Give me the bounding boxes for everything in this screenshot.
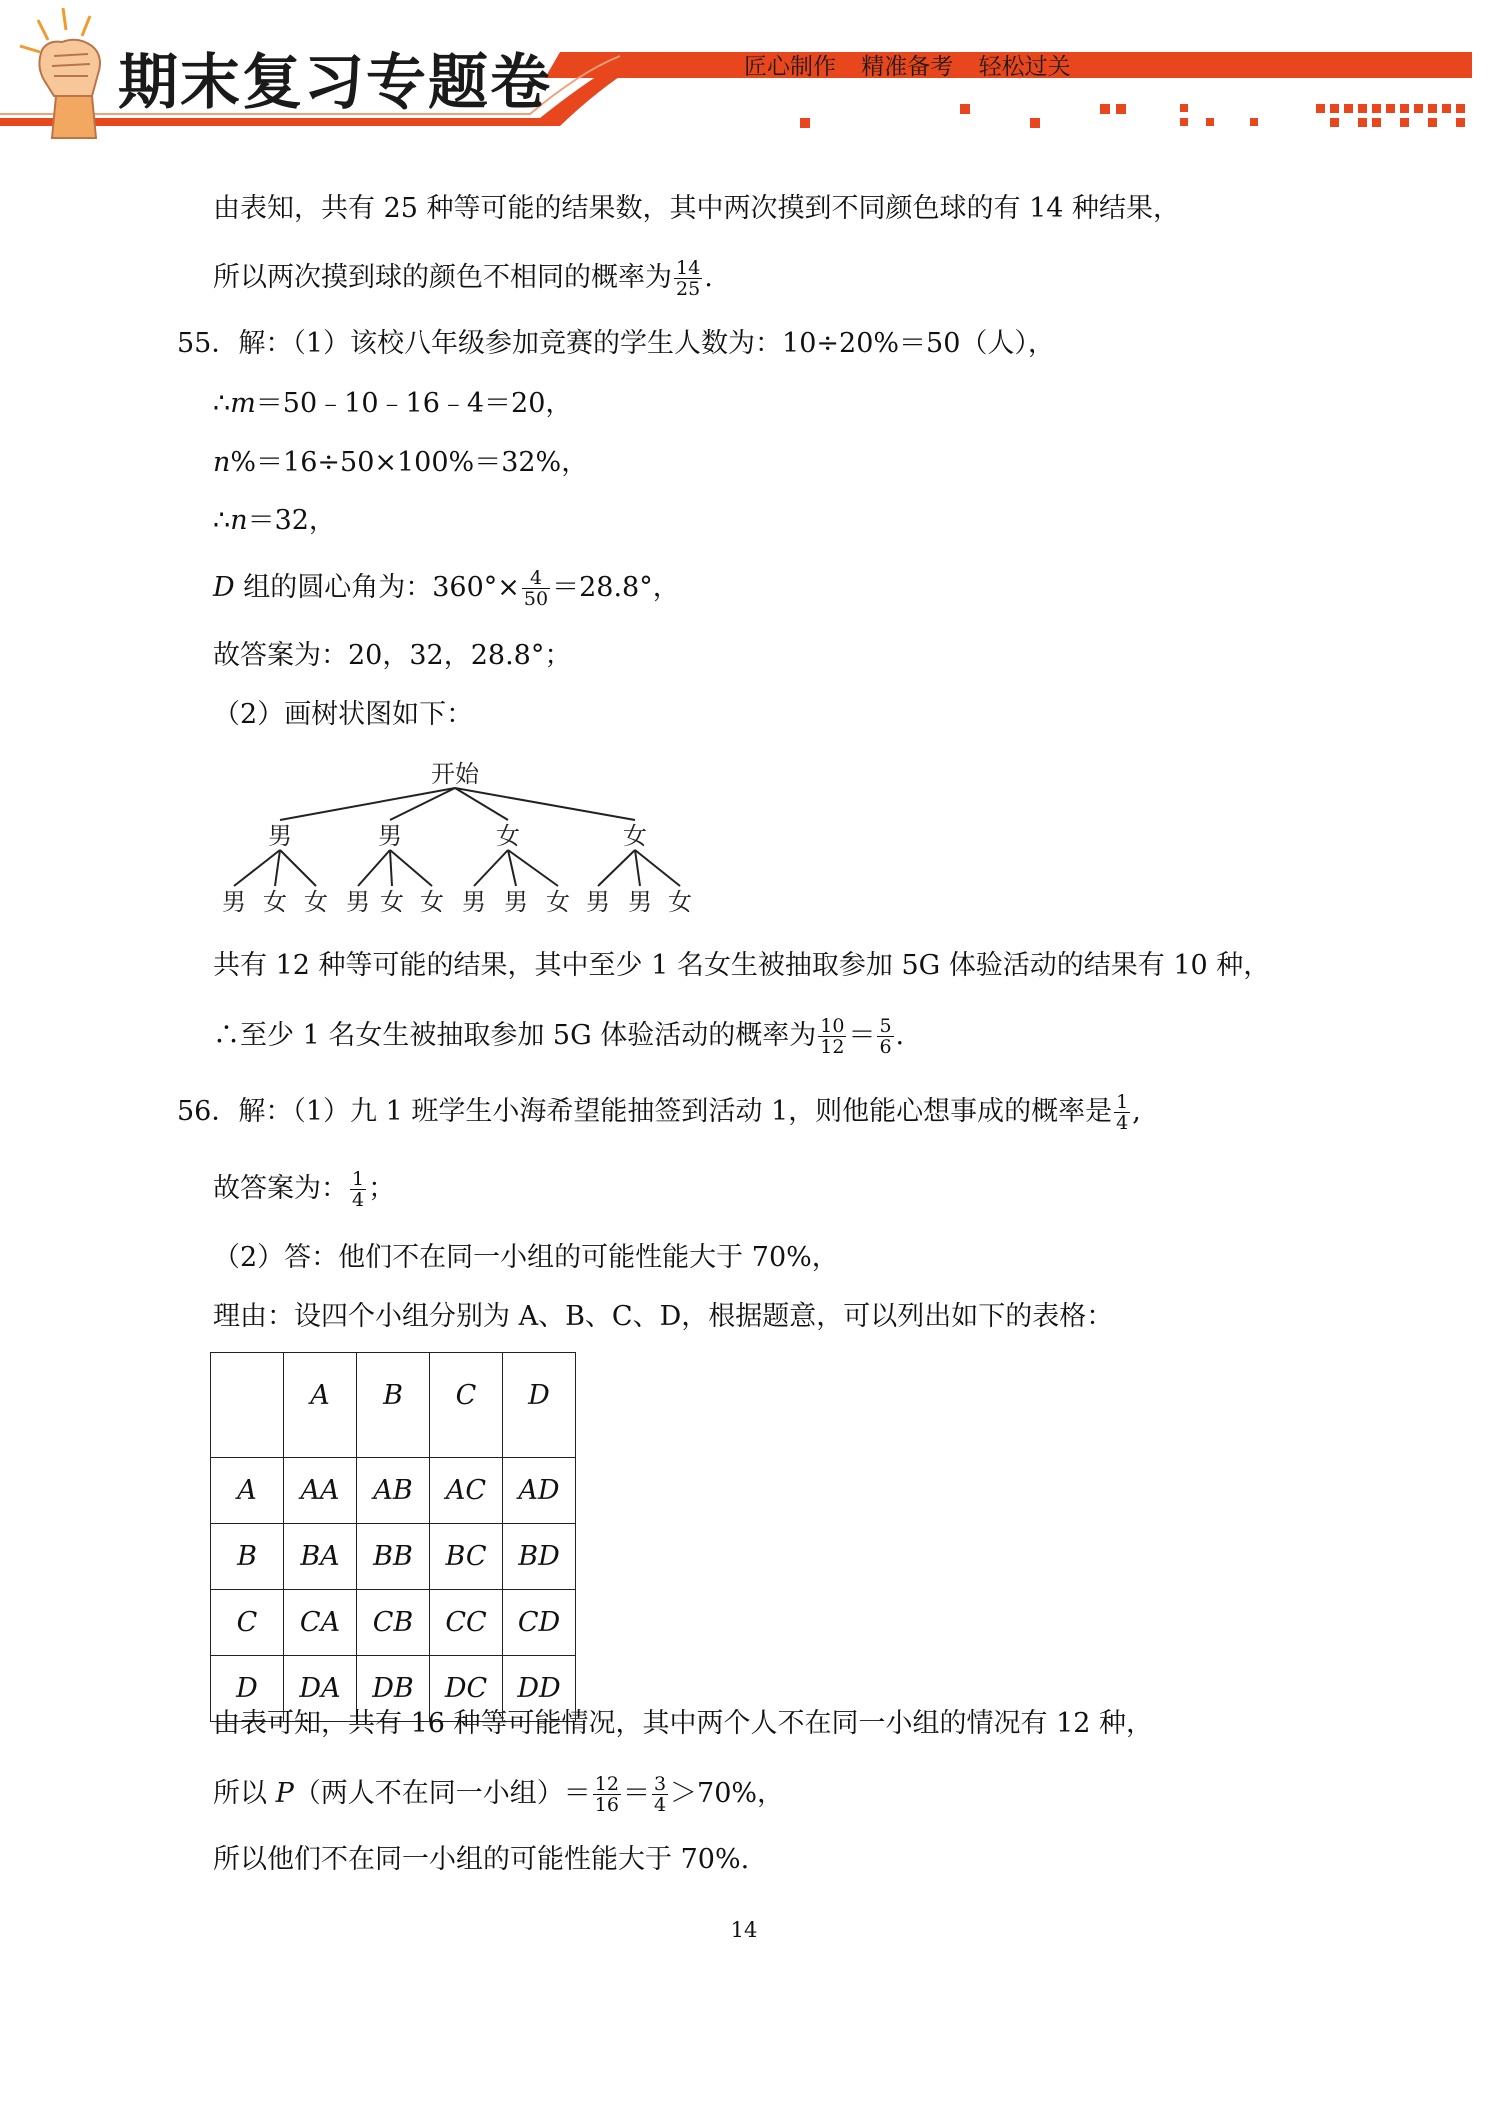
tree-node: 男 bbox=[378, 822, 402, 850]
text-span: 故答案为： bbox=[213, 1173, 348, 1204]
table-cell: DD bbox=[503, 1656, 576, 1722]
table-header-row bbox=[211, 1353, 576, 1458]
table-row bbox=[211, 1458, 576, 1524]
question-56 bbox=[177, 1092, 1141, 1133]
table-row bbox=[211, 1590, 576, 1656]
question-55: 55．解：（1）该校八年级参加竞赛的学生人数为：10÷20%＝50（人）， bbox=[177, 328, 1055, 359]
text-span: , bbox=[1132, 1096, 1141, 1127]
text-span: . bbox=[895, 1020, 905, 1051]
denominator: 12 bbox=[820, 1036, 845, 1058]
table-cell: BB bbox=[357, 1524, 430, 1590]
text-line bbox=[213, 445, 588, 481]
table-cell: DC bbox=[430, 1656, 503, 1722]
text-span: 所以两次摸到球的颜色不相同的概率为 bbox=[213, 262, 672, 293]
table-cell: CD bbox=[503, 1590, 576, 1656]
tree-root: 开始 bbox=[431, 760, 479, 788]
denominator: 16 bbox=[594, 1794, 619, 1816]
text-span: ＝50﹣10﹣16﹣4＝20， bbox=[255, 388, 573, 419]
fraction bbox=[674, 258, 702, 299]
table-cell: AA bbox=[284, 1458, 357, 1524]
text-line: （2）答：他们不在同一小组的可能性能大于 70%， bbox=[213, 1242, 839, 1273]
text-span: ； bbox=[368, 1173, 396, 1204]
text-span: 所以 bbox=[213, 1778, 276, 1809]
text-span: ＝ bbox=[622, 1778, 650, 1809]
text-span: ＝ bbox=[848, 1020, 876, 1051]
table-cell: CB bbox=[357, 1590, 430, 1656]
therefore-symbol: ∴ bbox=[213, 505, 231, 536]
tree-leaf: 男 bbox=[346, 888, 370, 916]
variable: n bbox=[230, 505, 248, 536]
table-cell: C bbox=[430, 1353, 503, 1458]
tree-edges bbox=[234, 788, 680, 886]
table-cell: B bbox=[211, 1524, 284, 1590]
tree-leaf: 女 bbox=[668, 888, 692, 916]
table-cell: A bbox=[284, 1353, 357, 1458]
header-title: 期末复习专题卷 bbox=[118, 48, 552, 118]
fraction bbox=[1114, 1092, 1130, 1133]
denominator: 6 bbox=[879, 1036, 892, 1058]
table-cell: DA bbox=[284, 1656, 357, 1722]
table-cell: BD bbox=[503, 1524, 576, 1590]
text-line bbox=[213, 1169, 395, 1210]
text-line bbox=[213, 386, 572, 422]
fist-icon bbox=[8, 0, 118, 140]
denominator: 4 bbox=[1116, 1112, 1129, 1134]
text-line bbox=[213, 503, 336, 539]
text-span: ＝32， bbox=[247, 505, 336, 536]
text-line: 由表知，共有 25 种等可能的结果数，其中两次摸到不同颜色球的有 14 种结果， bbox=[213, 193, 1181, 224]
text-span: ＞70%， bbox=[670, 1778, 785, 1809]
numerator: 4 bbox=[522, 568, 550, 589]
fraction bbox=[350, 1169, 366, 1210]
table-cell: CA bbox=[284, 1590, 357, 1656]
text-line bbox=[213, 258, 713, 299]
text-span: %＝16÷50×100%＝32%， bbox=[230, 447, 589, 478]
text-line: 由表可知，共有 16 种等可能情况，其中两个人不在同一小组的情况有 12 种， bbox=[213, 1708, 1154, 1739]
table-cell: AB bbox=[357, 1458, 430, 1524]
numerator: 12 bbox=[594, 1773, 619, 1795]
table-cell: DB bbox=[357, 1656, 430, 1722]
tree-node: 女 bbox=[496, 822, 520, 850]
table-cell: AC bbox=[430, 1458, 503, 1524]
tree-leaf: 男 bbox=[222, 888, 246, 916]
table-cell bbox=[211, 1353, 284, 1458]
denominator: 50 bbox=[523, 588, 549, 610]
table-cell: AD bbox=[503, 1458, 576, 1524]
variable: n bbox=[213, 447, 231, 478]
tree-diagram bbox=[210, 754, 730, 924]
fraction bbox=[877, 1016, 893, 1057]
tree-node: 男 bbox=[268, 822, 292, 850]
header-banner bbox=[0, 0, 1488, 140]
numerator: 10 bbox=[820, 1015, 845, 1037]
variable: D bbox=[213, 572, 235, 603]
numerator: 3 bbox=[653, 1773, 667, 1795]
table-cell: B bbox=[357, 1353, 430, 1458]
fraction bbox=[652, 1774, 668, 1815]
variable: P bbox=[275, 1778, 294, 1809]
denominator: 4 bbox=[352, 1189, 365, 1211]
tree-node: 女 bbox=[623, 822, 647, 850]
table-row bbox=[211, 1524, 576, 1590]
text-line: 理由：设四个小组分别为 A、B、C、D，根据题意，可以列出如下的表格： bbox=[213, 1301, 1114, 1332]
table-cell: D bbox=[503, 1353, 576, 1458]
text-span: ＝28.8°， bbox=[552, 572, 680, 603]
numerator: 5 bbox=[879, 1015, 892, 1037]
header-slogan: 匠心制作 精准备考 轻松过关 bbox=[744, 54, 1071, 80]
text-line: 共有 12 种等可能的结果，其中至少 1 名女生被抽取参加 5G 体验活动的结果有 10 种， bbox=[213, 950, 1271, 981]
tree-leaf: 女 bbox=[380, 888, 404, 916]
text-line: 所以他们不在同一小组的可能性能大于 70%. bbox=[213, 1844, 750, 1875]
text-line bbox=[213, 568, 680, 609]
numerator: 1 bbox=[352, 1168, 365, 1190]
tree-leaf: 女 bbox=[263, 888, 287, 916]
tree-leaf: 女 bbox=[304, 888, 328, 916]
text-line bbox=[213, 1016, 904, 1057]
tree-leaf: 男 bbox=[504, 888, 528, 916]
text-line: 故答案为：20，32，28.8°； bbox=[213, 640, 572, 671]
outcome-table bbox=[210, 1352, 576, 1722]
table-cell: C bbox=[211, 1590, 284, 1656]
tree-leaf: 男 bbox=[628, 888, 652, 916]
tree-leaf: 女 bbox=[420, 888, 444, 916]
text-span: ∴至少 1 名女生被抽取参加 5G 体验活动的概率为 bbox=[213, 1020, 817, 1051]
table-cell: CC bbox=[430, 1590, 503, 1656]
table-cell: BC bbox=[430, 1524, 503, 1590]
tree-leaf: 男 bbox=[462, 888, 486, 916]
fraction bbox=[522, 568, 550, 609]
tree-leaf: 男 bbox=[586, 888, 610, 916]
denominator: 25 bbox=[676, 278, 701, 300]
numerator: 1 bbox=[1116, 1091, 1129, 1113]
text-span: 56．解：（1）九 1 班学生小海希望能抽签到活动 1，则他能心想事成的概率是 bbox=[177, 1096, 1113, 1127]
table-cell: BA bbox=[284, 1524, 357, 1590]
page-number: 14 bbox=[730, 1918, 758, 1942]
numerator: 14 bbox=[676, 257, 701, 279]
fraction bbox=[593, 1774, 621, 1815]
fraction bbox=[818, 1016, 846, 1057]
denominator: 4 bbox=[653, 1794, 667, 1816]
text-span: 组的圆心角为：360°× bbox=[234, 572, 520, 603]
text-line bbox=[213, 1774, 784, 1815]
text-span: . bbox=[704, 262, 713, 293]
tree-leaf: 女 bbox=[546, 888, 570, 916]
text-line: （2）画树状图如下： bbox=[213, 699, 474, 730]
table-cell: D bbox=[211, 1656, 284, 1722]
therefore-symbol: ∴ bbox=[213, 388, 231, 419]
table-cell: A bbox=[211, 1458, 284, 1524]
text-span: （两人不在同一小组）＝ bbox=[293, 1778, 591, 1809]
variable: m bbox=[230, 388, 256, 419]
